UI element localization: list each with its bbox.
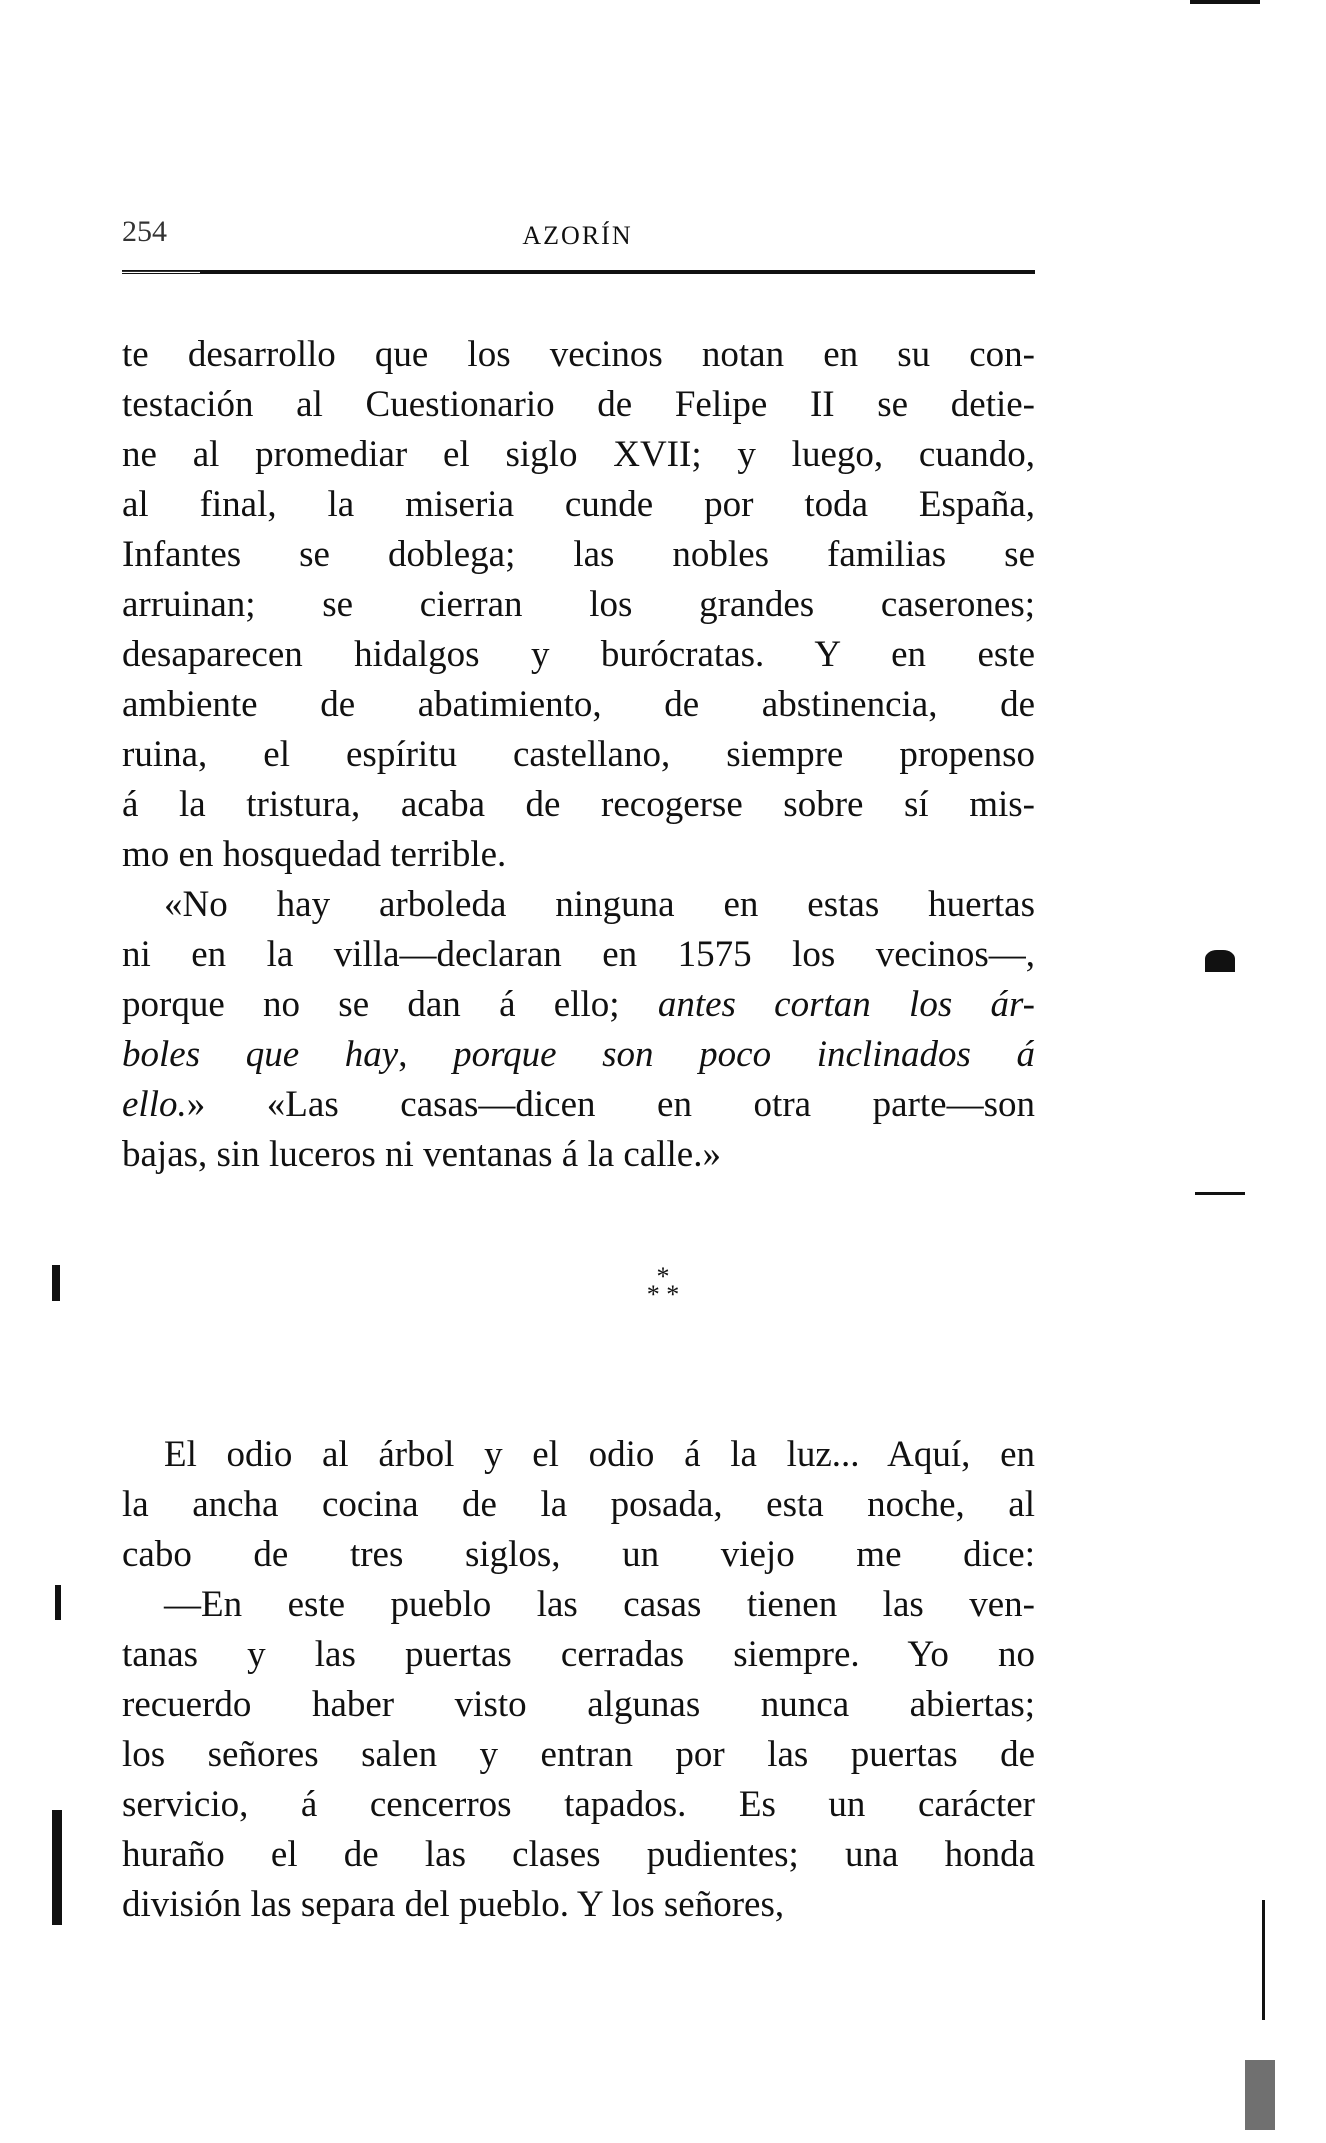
text: ruina, el espíritu castellano, siempre propenso	[122, 734, 1035, 775]
text-line	[122, 480, 1035, 530]
text: arruinan; se cierran los grandes caserones;	[122, 584, 1035, 625]
text: los señores salen y entran por las puertas de	[122, 1734, 1035, 1775]
text: —En este pueblo las casas tienen las ven-	[164, 1584, 1035, 1625]
text: la ancha cocina de la posada, esta noche, al	[122, 1484, 1035, 1525]
text: » «Las casas—dicen en otra parte—son	[186, 1084, 1035, 1125]
text-line	[122, 980, 1035, 1030]
text: Infantes se doblega; las nobles familias se	[122, 534, 1035, 575]
text: porque no se dan á ello;	[122, 984, 658, 1025]
text: El odio al árbol y el odio á la luz... Aquí, en	[164, 1434, 1035, 1475]
text-line	[122, 380, 1035, 430]
scan-mark	[55, 1585, 61, 1620]
text: mo en hosquedad terrible.	[122, 834, 507, 875]
text-line	[122, 1680, 1035, 1730]
text-line	[122, 1580, 1035, 1630]
text-line	[122, 1130, 1035, 1180]
text: desaparecen hidalgos y burócratas. Y en este	[122, 634, 1035, 675]
text-line	[122, 1030, 1035, 1080]
text-line	[122, 830, 1035, 880]
text: huraño el de las clases pudientes; una honda	[122, 1834, 1035, 1875]
text-line	[122, 780, 1035, 830]
header-rule-thin	[122, 271, 200, 272]
running-title: AZORÍN	[522, 221, 633, 250]
scan-mark	[1190, 0, 1260, 4]
page-number: 254	[122, 215, 167, 248]
text-line	[122, 1780, 1035, 1830]
text-line	[122, 630, 1035, 680]
italic-text: ello.	[122, 1084, 187, 1125]
text: ,	[398, 1034, 454, 1075]
text: testación al Cuestionario de Felipe II se detie-	[122, 384, 1035, 425]
text-line	[122, 1730, 1035, 1780]
italic-text: porque son poco inclinados á	[453, 1034, 1035, 1075]
text-line	[122, 1080, 1035, 1130]
text-line	[122, 1830, 1035, 1880]
text-line	[122, 1430, 1035, 1480]
text: bajas, sin luceros ni ventanas á la calle.»	[122, 1134, 721, 1175]
text-line	[122, 880, 1035, 930]
text: ambiente de abatimiento, de abstinencia, de	[122, 684, 1035, 725]
text-line	[122, 730, 1035, 780]
page-header	[120, 215, 1035, 265]
text-line	[122, 530, 1035, 580]
text: al final, la miseria cunde por toda España,	[122, 484, 1035, 525]
text-line	[122, 1480, 1035, 1530]
text: ni en la villa—declaran en 1575 los vecinos—,	[122, 934, 1035, 975]
asterism-text: * * *	[646, 1262, 680, 1309]
text-line	[122, 330, 1035, 380]
text: división las separa del pueblo. Y los señores,	[122, 1884, 785, 1925]
text: te desarrollo que los vecinos notan en su con-	[122, 334, 1035, 375]
italic-text: antes cortan los ár-	[657, 984, 1035, 1025]
text: á la tristura, acaba de recogerse sobre sí mis-	[122, 784, 1035, 825]
text-line	[122, 680, 1035, 730]
text-line	[122, 930, 1035, 980]
scan-mark	[52, 1265, 60, 1301]
scan-mark	[1205, 950, 1235, 972]
text-line	[122, 580, 1035, 630]
paragraph-3	[122, 1430, 1035, 1930]
italic-text: boles que hay	[122, 1034, 399, 1075]
scan-mark	[52, 1810, 62, 1925]
text: tanas y las puertas cerradas siempre. Yo no	[122, 1634, 1035, 1675]
text: recuerdo haber visto algunas nunca abiertas;	[122, 1684, 1035, 1725]
text-line	[122, 1530, 1035, 1580]
text: ne al promediar el siglo XVII; y luego, cuando,	[122, 434, 1035, 475]
text: cabo de tres siglos, un viejo me dice:	[122, 1534, 1035, 1575]
scan-mark	[1262, 1900, 1265, 2020]
text-line	[122, 430, 1035, 480]
header-rule	[122, 270, 1035, 274]
paragraph-2	[122, 880, 1035, 1180]
text: «No hay arboleda ninguna en estas huertas	[164, 884, 1035, 925]
text-line	[122, 1630, 1035, 1680]
paragraph-1	[122, 330, 1035, 880]
scan-mark	[1245, 2060, 1275, 2130]
text: servicio, á cencerros tapados. Es un carácter	[122, 1784, 1035, 1825]
section-separator-asterism	[0, 1262, 1326, 1309]
text-line	[122, 1880, 1035, 1930]
scan-mark	[1195, 1192, 1245, 1195]
